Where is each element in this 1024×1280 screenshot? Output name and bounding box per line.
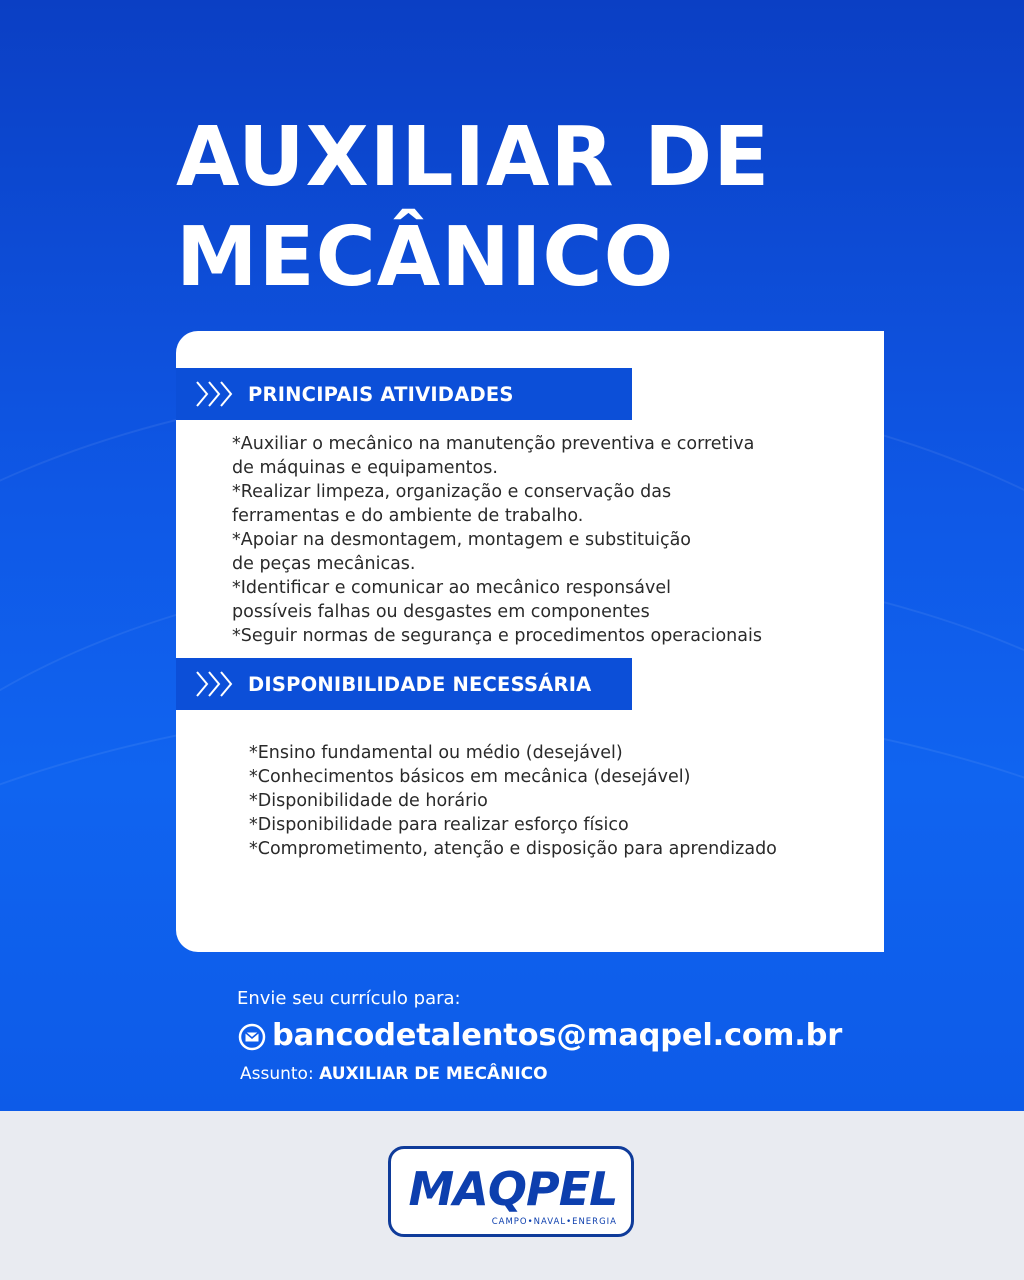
triple-chevron-right-icon xyxy=(195,670,235,698)
company-logo-tagline: CAMPO•NAVAL•ENERGIA xyxy=(491,1217,617,1227)
email-subject xyxy=(240,1064,548,1084)
availability-line: *Disponibilidade de horário xyxy=(249,791,488,811)
section-heading-activities: PRINCIPAIS ATIVIDADES xyxy=(248,382,514,406)
activities-line: *Seguir normas de segurança e procedimentos operacionais xyxy=(232,626,762,646)
triple-chevron-right-icon xyxy=(195,380,235,408)
job-title-line-2: MECÂNICO xyxy=(176,210,675,305)
activities-line: de peças mecânicas. xyxy=(232,554,416,574)
availability-list xyxy=(249,741,777,861)
activities-line: ferramentas e do ambiente de trabalho. xyxy=(232,506,584,526)
subject-label: Assunto: xyxy=(240,1064,314,1084)
activities-line: *Auxiliar o mecânico na manutenção preventiva e corretiva xyxy=(232,434,755,454)
company-logo-wordmark: MAQPEL xyxy=(408,1162,618,1216)
send-resume-prompt: Envie seu currículo para: xyxy=(237,988,461,1009)
activities-line: *Identificar e comunicar ao mecânico responsável xyxy=(232,578,672,598)
activities-line: *Realizar limpeza, organização e conservação das xyxy=(232,482,672,502)
activities-list xyxy=(232,432,762,648)
section-heading-availability: DISPONIBILIDADE NECESSÁRIA xyxy=(248,672,592,696)
company-logo xyxy=(388,1146,634,1237)
job-title xyxy=(176,108,770,308)
availability-line: *Conhecimentos básicos em mecânica (desejável) xyxy=(249,767,691,787)
availability-line: *Ensino fundamental ou médio (desejável) xyxy=(249,743,623,763)
subject-value: AUXILIAR DE MECÂNICO xyxy=(319,1064,548,1084)
availability-line: *Disponibilidade para realizar esforço físico xyxy=(249,815,629,835)
job-title-line-1: AUXILIAR DE xyxy=(176,110,771,205)
availability-line: *Comprometimento, atenção e disposição para aprendizado xyxy=(249,839,777,859)
activities-line: possíveis falhas ou desgastes em componentes xyxy=(232,602,650,622)
email-row xyxy=(238,1014,842,1056)
section-header-activities xyxy=(176,368,632,420)
mail-icon xyxy=(238,1023,266,1051)
activities-line: *Apoiar na desmontagem, montagem e substituição xyxy=(232,530,691,550)
activities-line: de máquinas e equipamentos. xyxy=(232,458,498,478)
contact-email-link[interactable]: bancodetalentos@maqpel.com.br xyxy=(272,1017,843,1053)
section-header-availability xyxy=(176,658,632,710)
